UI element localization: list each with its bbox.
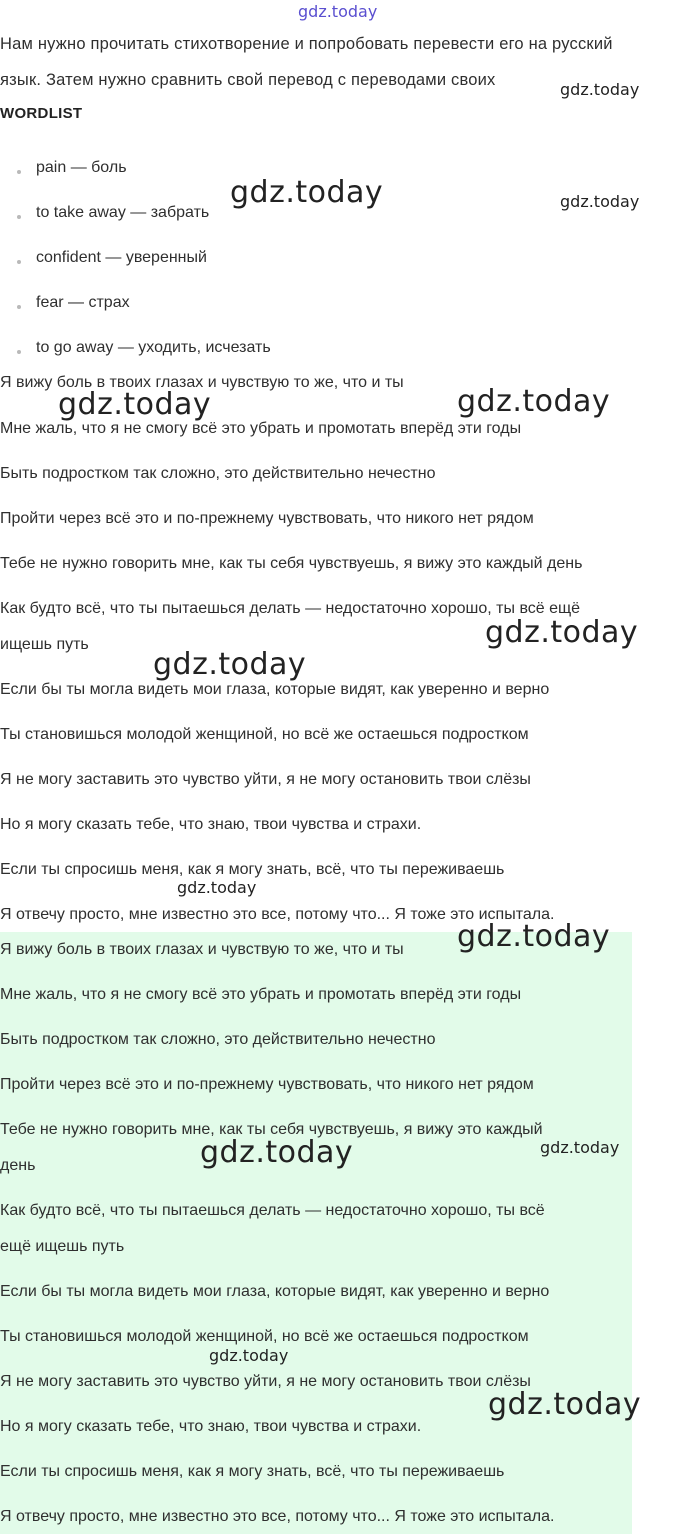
- highlighted-translation-block: [0, 932, 632, 1534]
- watermark: gdz.today: [560, 80, 640, 99]
- watermark: gdz.today: [230, 175, 384, 210]
- wordlist-item: fear — страх: [36, 294, 130, 311]
- poem-line: Быть подростком так сложно, это действительно нечестно: [0, 465, 436, 482]
- poem-line: Ты становишься молодой женщиной, но всё же остаешься подростком: [0, 1328, 529, 1345]
- poem-line: Если ты спросишь меня, как я могу знать, всё, что ты переживаешь: [0, 861, 505, 878]
- poem-line: Если бы ты могла видеть мои глаза, которые видят, как уверенно и верно: [0, 1283, 550, 1300]
- poem-line: Я отвечу просто, мне известно это все, потому что... Я тоже это испытала.: [0, 906, 555, 923]
- watermark: gdz.today: [177, 878, 257, 897]
- poem-line: ищешь путь: [0, 636, 89, 653]
- intro-line-1: Нам нужно прочитать стихотворение и попробовать перевести его на русский: [0, 35, 613, 53]
- bullet-icon: [17, 215, 21, 219]
- watermark: gdz.today: [560, 192, 640, 211]
- wordlist-item: confident — уверенный: [36, 249, 207, 266]
- watermark: gdz.today: [457, 919, 611, 954]
- wordlist-item: to go away — уходить, исчезать: [36, 339, 271, 356]
- wordlist-item: to take away — забрать: [36, 204, 210, 221]
- poem-line: Но я могу сказать тебе, что знаю, твои чувства и страхи.: [0, 816, 422, 833]
- watermark: gdz.today: [153, 647, 307, 682]
- watermark: gdz.today: [58, 387, 212, 422]
- poem-line: Быть подростком так сложно, это действительно нечестно: [0, 1031, 436, 1048]
- bullet-icon: [17, 305, 21, 309]
- poem-line: Пройти через всё это и по-прежнему чувствовать, что никого нет рядом: [0, 510, 534, 527]
- watermark: gdz.today: [200, 1135, 354, 1170]
- watermark: gdz.today: [457, 384, 611, 419]
- poem-line: Я вижу боль в твоих глазах и чувствую то же, что и ты: [0, 374, 404, 391]
- poem-line: Я не могу заставить это чувство уйти, я не могу остановить твои слёзы: [0, 1373, 531, 1390]
- watermark: gdz.today: [485, 615, 639, 650]
- poem-line: Я отвечу просто, мне известно это все, потому что... Я тоже это испытала.: [0, 1508, 555, 1525]
- poem-line: день: [0, 1157, 36, 1174]
- poem-line: Тебе не нужно говорить мне, как ты себя чувствуешь, я вижу это каждый день: [0, 555, 583, 572]
- wordlist-heading: WORDLIST: [0, 105, 83, 122]
- poem-line: Мне жаль, что я не смогу всё это убрать и промотать вперёд эти годы: [0, 420, 522, 437]
- bullet-icon: [17, 260, 21, 264]
- watermark: gdz.today: [488, 1387, 642, 1422]
- bullet-icon: [17, 170, 21, 174]
- poem-line: Я не могу заставить это чувство уйти, я не могу остановить твои слёзы: [0, 771, 531, 788]
- poem-line: Тебе не нужно говорить мне, как ты себя чувствуешь, я вижу это каждый: [0, 1121, 543, 1138]
- poem-line: Пройти через всё это и по-прежнему чувствовать, что никого нет рядом: [0, 1076, 534, 1093]
- poem-line: Но я могу сказать тебе, что знаю, твои чувства и страхи.: [0, 1418, 422, 1435]
- watermark: gdz.today: [540, 1138, 620, 1157]
- poem-line: Мне жаль, что я не смогу всё это убрать и промотать вперёд эти годы: [0, 986, 522, 1003]
- poem-line: ещё ищешь путь: [0, 1238, 125, 1255]
- bullet-icon: [17, 350, 21, 354]
- intro-line-2: язык. Затем нужно сравнить свой перевод с переводами своих: [0, 71, 496, 89]
- poem-line: Как будто всё, что ты пытаешься делать — недостаточно хорошо, ты всё: [0, 1202, 545, 1219]
- wordlist-item: pain — боль: [36, 159, 127, 176]
- poem-line: Ты становишься молодой женщиной, но всё же остаешься подростком: [0, 726, 529, 743]
- watermark: gdz.today: [298, 2, 378, 21]
- watermark: gdz.today: [209, 1346, 289, 1365]
- poem-line: Если ты спросишь меня, как я могу знать, всё, что ты переживаешь: [0, 1463, 505, 1480]
- poem-line: Если бы ты могла видеть мои глаза, которые видят, как уверенно и верно: [0, 681, 550, 698]
- poem-line: Я вижу боль в твоих глазах и чувствую то же, что и ты: [0, 941, 404, 958]
- poem-line: Как будто всё, что ты пытаешься делать — недостаточно хорошо, ты всё ещё: [0, 600, 581, 617]
